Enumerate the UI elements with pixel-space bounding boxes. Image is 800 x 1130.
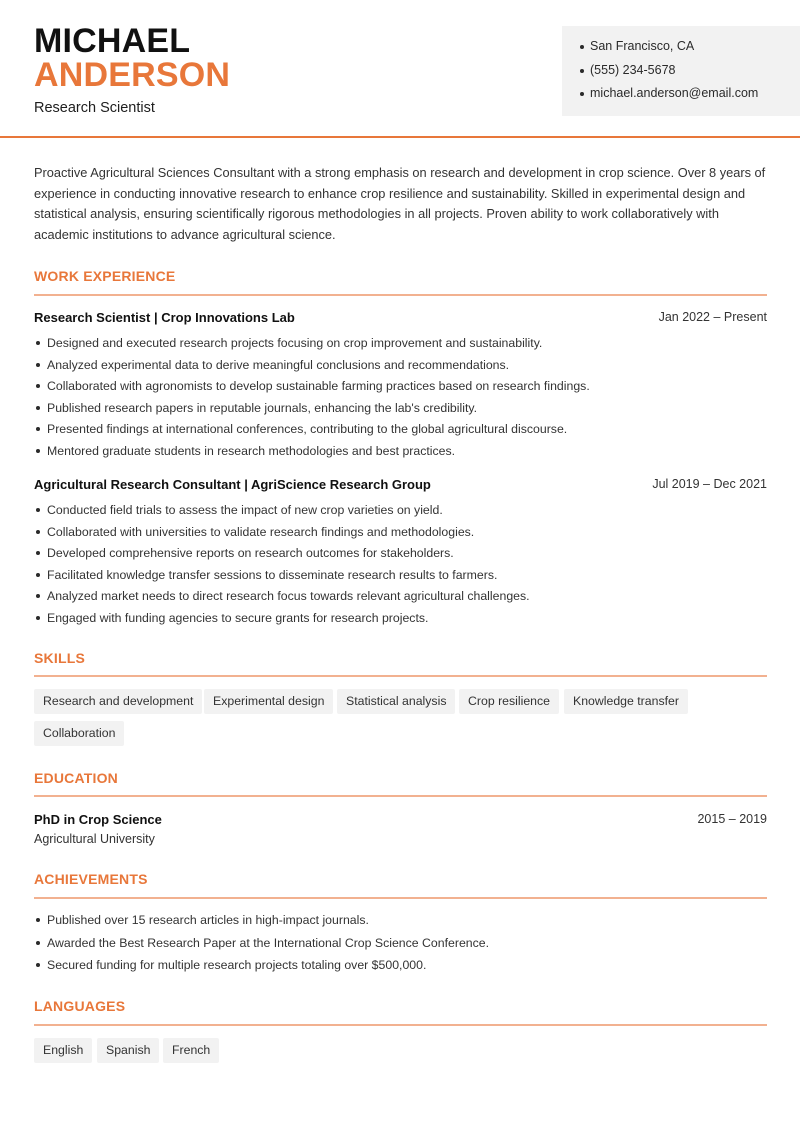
list-item: Facilitated knowledge transfer sessions to disseminate research results to farmers. xyxy=(34,567,774,583)
last-name: ANDERSON xyxy=(34,56,231,94)
contact-email[interactable]: michael.anderson@email.com xyxy=(580,84,800,108)
section-divider xyxy=(34,1024,767,1026)
achievements-list xyxy=(34,912,774,973)
section-divider xyxy=(34,294,767,296)
education-school: Agricultural University xyxy=(34,832,155,846)
list-item: Presented findings at international conferences, contributing to the global agricultural discourse. xyxy=(34,421,774,437)
work-experience-heading: WORK EXPERIENCE xyxy=(34,268,176,284)
job-1-bullets xyxy=(34,335,774,459)
list-item: Analyzed experimental data to derive meaningful conclusions and recommendations. xyxy=(34,357,774,373)
list-item: Conducted field trials to assess the impact of new crop varieties on yield. xyxy=(34,502,774,518)
language-tag: French xyxy=(163,1038,219,1063)
skill-tag: Crop resilience xyxy=(459,689,559,714)
contact-location: San Francisco, CA xyxy=(580,37,800,61)
section-divider xyxy=(34,795,767,797)
job-2-bullets xyxy=(34,502,774,626)
list-item: Published over 15 research articles in high-impact journals. xyxy=(34,912,774,928)
list-item: Awarded the Best Research Paper at the International Crop Science Conference. xyxy=(34,935,774,951)
list-item: Designed and executed research projects focusing on crop improvement and sustainability. xyxy=(34,335,774,351)
job-title-2: Agricultural Research Consultant | AgriScience Research Group xyxy=(34,477,431,492)
job-date-1: Jan 2022 – Present xyxy=(658,310,767,324)
list-item: Engaged with funding agencies to secure grants for research projects. xyxy=(34,610,774,626)
resume-header xyxy=(0,0,800,138)
job-date-2: Jul 2019 – Dec 2021 xyxy=(652,477,767,491)
first-name: MICHAEL xyxy=(34,22,191,60)
education-heading: EDUCATION xyxy=(34,770,118,786)
list-item: Collaborated with agronomists to develop sustainable farming practices based on research findings. xyxy=(34,378,774,394)
language-tag: English xyxy=(34,1038,92,1063)
languages-heading: LANGUAGES xyxy=(34,998,126,1014)
section-divider xyxy=(34,897,767,899)
skill-tag: Knowledge transfer xyxy=(564,689,688,714)
skill-tag: Statistical analysis xyxy=(337,689,455,714)
job-title-1: Research Scientist | Crop Innovations Lab xyxy=(34,310,295,325)
job-role: Research Scientist xyxy=(34,100,155,116)
skill-tag: Collaboration xyxy=(34,721,124,746)
list-item: Analyzed market needs to direct research focus towards relevant agricultural challenges. xyxy=(34,588,774,604)
education-date: 2015 – 2019 xyxy=(697,812,767,826)
skill-tag: Research and development xyxy=(34,689,202,714)
list-item: Secured funding for multiple research projects totaling over $500,000. xyxy=(34,957,774,973)
contact-box xyxy=(562,26,800,116)
list-item: Developed comprehensive reports on research outcomes for stakeholders. xyxy=(34,545,774,561)
section-divider xyxy=(34,675,767,677)
skill-tag: Experimental design xyxy=(204,689,333,714)
skills-heading: SKILLS xyxy=(34,650,85,666)
contact-phone: (555) 234-5678 xyxy=(580,61,800,85)
summary-paragraph: Proactive Agricultural Sciences Consultant with a strong emphasis on research and development in crop science. Over 8 years of experience in conducting innovative research to enhance crop resilience and sustainability. Skilled in experimental design and statistical analysis, ensuring scientifically rigorous methodologies in all projects. Proven ability to work collaboratively with academic institutions to advance agricultural science. xyxy=(34,165,766,242)
achievements-heading: ACHIEVEMENTS xyxy=(34,871,148,887)
list-item: Published research papers in reputable journals, enhancing the lab's credibility. xyxy=(34,400,774,416)
education-degree: PhD in Crop Science xyxy=(34,812,162,827)
list-item: Mentored graduate students in research methodologies and best practices. xyxy=(34,443,774,459)
list-item: Collaborated with universities to validate research findings and methodologies. xyxy=(34,524,774,540)
language-tag: Spanish xyxy=(97,1038,159,1063)
